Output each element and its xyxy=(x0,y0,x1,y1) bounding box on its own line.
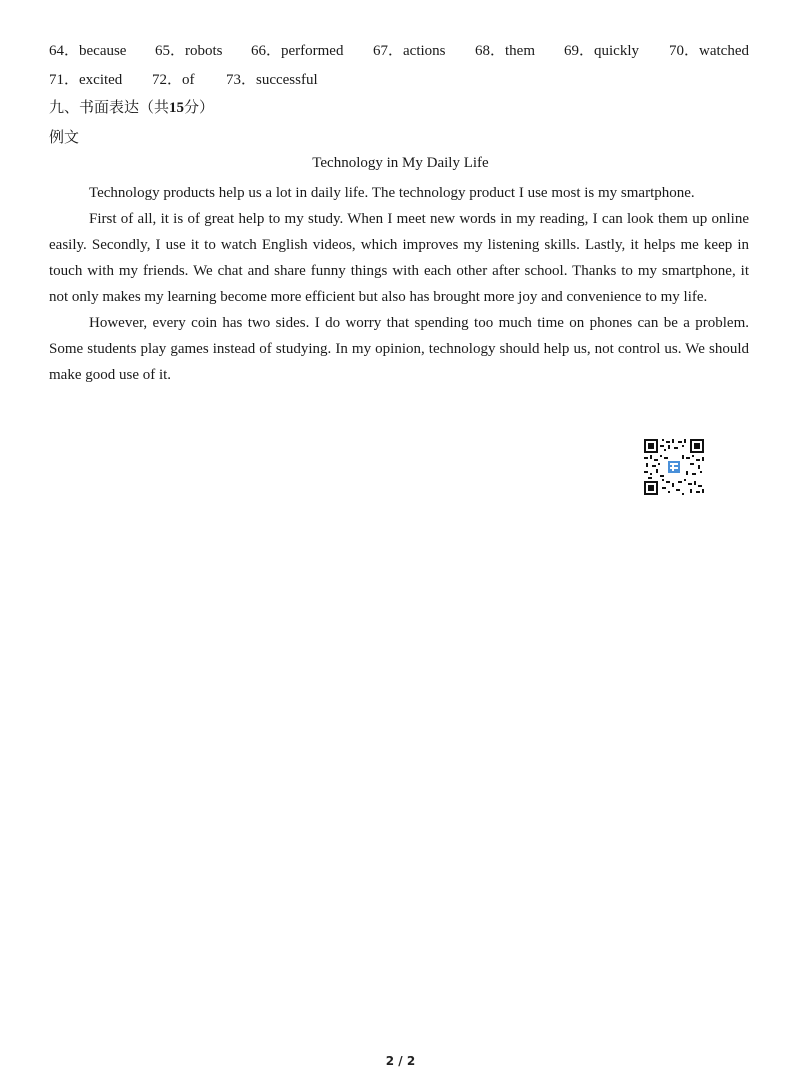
essay-body xyxy=(49,180,749,388)
essay-paragraph-1: Technology products help us a lot in daily life. The technology product I use most is my smartphone. xyxy=(89,185,695,201)
answer-71: 71．excited xyxy=(49,72,123,88)
essay-paragraph-2: First of all, it is of great help to my study. When I meet new words in my reading, I can look them up online easily. Secondly, I use it to watch English videos, which improves my listening skills. Lastly, it helps me keep in touch with my friends. We chat and share funny things with each other after school. Thanks to my smartphone, it not only makes my learning become more efficient but also has brought more joy and convenience to my life. xyxy=(49,211,749,305)
section-heading xyxy=(49,96,214,117)
answer-73: 73．successful xyxy=(226,72,318,88)
page-number: 2 / 2 xyxy=(385,1054,416,1068)
section-heading-prefix: 九、书面表达（共 xyxy=(49,98,170,116)
essay-paragraph-3: However, every coin has two sides. I do worry that spending too much time on phones can be a problem. Some students play games instead of studying. In my opinion, technology should help us, not control us. We should make good use of it. xyxy=(49,315,749,383)
essay-title: Technology in My Daily Life xyxy=(312,155,489,171)
answer-64: 64．because xyxy=(49,43,127,59)
answer-67: 67．actions xyxy=(373,43,446,59)
qr-caption xyxy=(640,498,712,512)
qr-code-block xyxy=(640,439,712,512)
section-heading-suffix: 分） xyxy=(184,98,215,116)
answer-65: 65．robots xyxy=(155,43,223,59)
answer-70: 70．watched xyxy=(669,43,749,59)
qr-code-icon xyxy=(644,439,704,495)
answer-72: 72．of xyxy=(152,72,195,88)
answer-69: 69．quickly xyxy=(564,43,639,59)
sample-essay-label: 例文 xyxy=(49,128,80,146)
answer-66: 66．performed xyxy=(251,43,344,59)
section-points: 15 xyxy=(169,100,185,116)
answer-68: 68．them xyxy=(475,43,535,59)
